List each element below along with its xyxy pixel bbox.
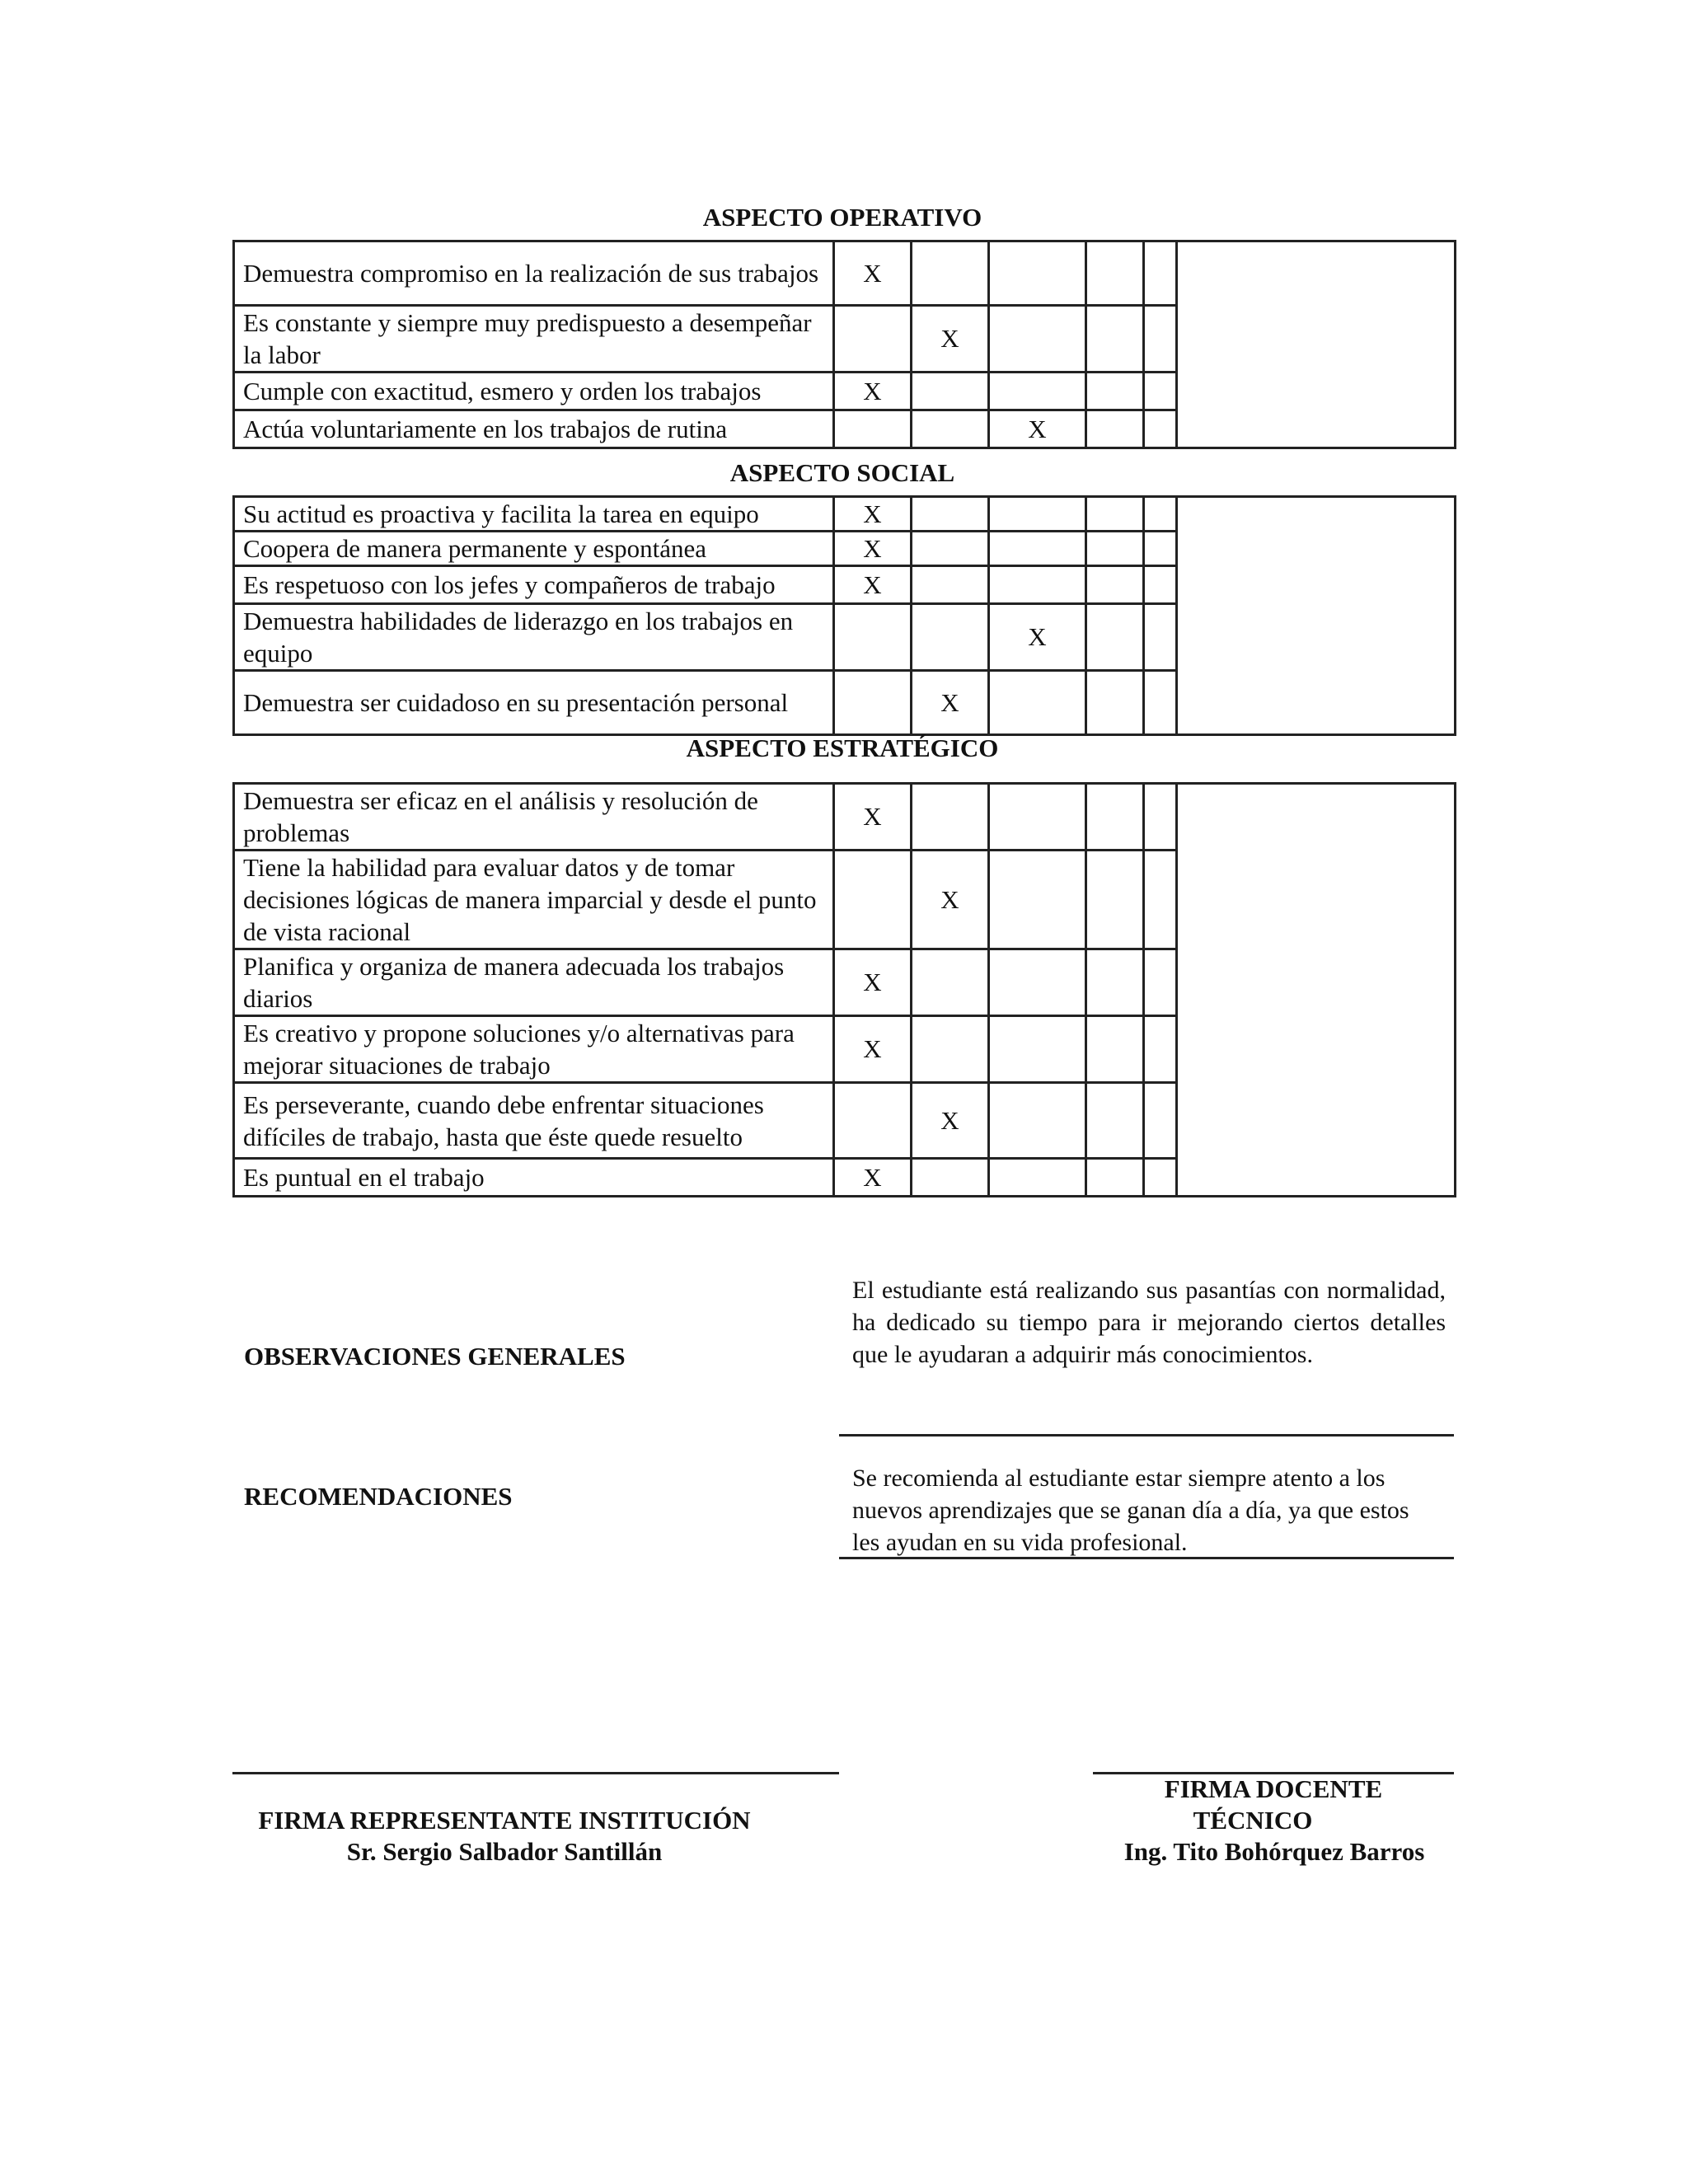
rating-cell-5 — [1144, 1083, 1177, 1159]
criterion-text: Demuestra ser eficaz en el análisis y resolución de problemas — [234, 784, 834, 851]
rating-mark: X — [834, 497, 912, 532]
criterion-text: Es constante y siempre muy predispuesto a desempeñar la labor — [234, 306, 834, 373]
section-title-estrategico: ASPECTO ESTRATÉGICO — [686, 733, 999, 762]
rating-cell-3 — [989, 851, 1086, 949]
criterion-text: Es puntual en el trabajo — [234, 1159, 834, 1197]
rating-cell-2 — [912, 604, 989, 671]
rating-cell-2 — [912, 410, 989, 448]
rating-cell-5 — [1144, 949, 1177, 1016]
rating-cell-5 — [1144, 497, 1177, 532]
rating-cell-4 — [1086, 306, 1144, 373]
rating-cell-4 — [1086, 497, 1144, 532]
comment-cell — [1177, 241, 1456, 448]
rating-cell-5 — [1144, 851, 1177, 949]
rating-cell-4 — [1086, 566, 1144, 604]
criterion-text: Planifica y organiza de manera adecuada los trabajos diarios — [234, 949, 834, 1016]
rating-cell-2 — [912, 1159, 989, 1197]
rating-mark: X — [912, 1083, 989, 1159]
rating-cell-2 — [912, 784, 989, 851]
recommendations-text: Se recomienda al estudiante estar siempre atento a los nuevos aprendizajes que se ganan día a día, ya que estos les ayudan en su vida profesional. — [852, 1465, 1409, 1556]
rating-cell-5 — [1144, 566, 1177, 604]
rating-cell-5 — [1144, 604, 1177, 671]
rating-cell-3 — [989, 1016, 1086, 1083]
rating-cell-4 — [1086, 373, 1144, 410]
rating-cell-4 — [1086, 241, 1144, 306]
signature-right-role-line2: TÉCNICO — [1193, 1806, 1313, 1835]
section-title-operativo: ASPECTO OPERATIVO — [702, 203, 982, 232]
rating-mark: X — [834, 1159, 912, 1197]
rating-cell-5 — [1144, 784, 1177, 851]
rating-cell-5 — [1144, 532, 1177, 566]
rating-cell-4 — [1086, 671, 1144, 735]
rating-cell-4 — [1086, 532, 1144, 566]
rating-cell-3 — [989, 241, 1086, 306]
rating-cell-4 — [1086, 604, 1144, 671]
rating-mark: X — [834, 241, 912, 306]
evaluation-table-estrategico — [232, 782, 1456, 1197]
rating-cell-5 — [1144, 1016, 1177, 1083]
criterion-text: Cumple con exactitud, esmero y orden los trabajos — [234, 373, 834, 410]
criterion-text: Tiene la habilidad para evaluar datos y de tomar decisiones lógicas de manera imparcial y desde el punto de vista racional — [234, 851, 834, 949]
rating-mark: X — [989, 604, 1086, 671]
rating-mark: X — [912, 671, 989, 735]
evaluation-table-social — [232, 495, 1456, 736]
rating-cell-5 — [1144, 1159, 1177, 1197]
rating-mark: X — [912, 306, 989, 373]
criterion-text: Demuestra habilidades de liderazgo en los trabajos en equipo — [234, 604, 834, 671]
observations-text: El estudiante está realizando sus pasantías con normalidad, ha dedicado su tiempo para ir mejorando ciertos detalles que le ayudaran a adquirir más conocimientos. — [852, 1277, 1446, 1368]
rating-cell-4 — [1086, 1159, 1144, 1197]
rating-cell-4 — [1086, 949, 1144, 1016]
observations-divider — [839, 1434, 1454, 1436]
signature-left-name: Sr. Sergio Salbador Santillán — [346, 1837, 663, 1866]
rating-cell-2 — [912, 241, 989, 306]
rating-cell-5 — [1144, 671, 1177, 735]
rating-mark: X — [834, 566, 912, 604]
signature-right-role-line1: FIRMA DOCENTE — [1164, 1774, 1383, 1803]
rating-cell-5 — [1144, 373, 1177, 410]
rating-cell-1 — [834, 604, 912, 671]
rating-cell-4 — [1086, 1083, 1144, 1159]
recommendations-divider — [839, 1557, 1454, 1559]
criterion-text: Es creativo y propone soluciones y/o alternativas para mejorar situaciones de trabajo — [234, 1016, 834, 1083]
criterion-text: Su actitud es proactiva y facilita la tarea en equipo — [234, 497, 834, 532]
rating-cell-3 — [989, 1159, 1086, 1197]
rating-cell-1 — [834, 410, 912, 448]
section-title-social: ASPECTO SOCIAL — [729, 458, 955, 487]
comment-cell — [1177, 784, 1456, 1197]
criterion-text: Demuestra compromiso en la realización de sus trabajos — [234, 241, 834, 306]
rating-mark: X — [912, 851, 989, 949]
criterion-text: Coopera de manera permanente y espontánea — [234, 532, 834, 566]
rating-cell-3 — [989, 306, 1086, 373]
signature-line-left — [232, 1772, 839, 1774]
rating-cell-2 — [912, 532, 989, 566]
criterion-text: Demuestra ser cuidadoso en su presentación personal — [234, 671, 834, 735]
rating-mark: X — [834, 784, 912, 851]
rating-cell-3 — [989, 949, 1086, 1016]
rating-cell-1 — [834, 306, 912, 373]
recommendations-label: RECOMENDACIONES — [244, 1482, 513, 1511]
rating-mark: X — [834, 949, 912, 1016]
rating-cell-4 — [1086, 851, 1144, 949]
criterion-text: Es respetuoso con los jefes y compañeros de trabajo — [234, 566, 834, 604]
rating-cell-4 — [1086, 784, 1144, 851]
signature-right-name: Ing. Tito Bohórquez Barros — [1123, 1837, 1425, 1866]
rating-mark: X — [834, 1016, 912, 1083]
rating-cell-1 — [834, 671, 912, 735]
rating-cell-3 — [989, 1083, 1086, 1159]
rating-cell-2 — [912, 566, 989, 604]
rating-cell-5 — [1144, 241, 1177, 306]
criterion-text: Actúa voluntariamente en los trabajos de rutina — [234, 410, 834, 448]
observations-label: OBSERVACIONES GENERALES — [244, 1342, 626, 1371]
rating-cell-4 — [1086, 1016, 1144, 1083]
rating-cell-5 — [1144, 306, 1177, 373]
rating-cell-5 — [1144, 410, 1177, 448]
rating-mark: X — [834, 373, 912, 410]
rating-cell-1 — [834, 851, 912, 949]
rating-cell-2 — [912, 1016, 989, 1083]
rating-cell-4 — [1086, 410, 1144, 448]
signature-left-role: FIRMA REPRESENTANTE INSTITUCIÓN — [258, 1806, 751, 1835]
rating-cell-2 — [912, 373, 989, 410]
rating-cell-1 — [834, 1083, 912, 1159]
rating-cell-3 — [989, 532, 1086, 566]
rating-cell-3 — [989, 784, 1086, 851]
rating-cell-2 — [912, 949, 989, 1016]
evaluation-table-operativo — [232, 240, 1456, 449]
rating-cell-3 — [989, 373, 1086, 410]
rating-cell-2 — [912, 497, 989, 532]
rating-mark: X — [834, 532, 912, 566]
criterion-text: Es perseverante, cuando debe enfrentar situaciones difíciles de trabajo, hasta que éste quede resuelto — [234, 1083, 834, 1159]
rating-cell-3 — [989, 566, 1086, 604]
rating-cell-3 — [989, 497, 1086, 532]
rating-cell-3 — [989, 671, 1086, 735]
comment-cell — [1177, 497, 1456, 735]
rating-mark: X — [989, 410, 1086, 448]
